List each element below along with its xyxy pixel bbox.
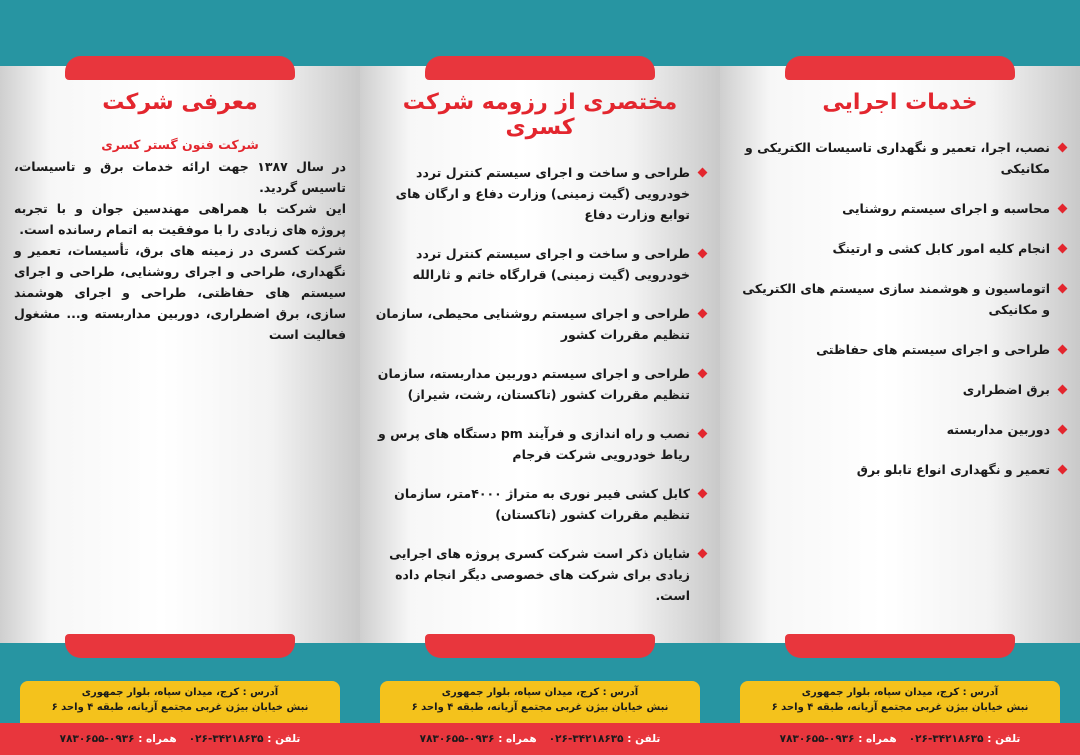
bottom-tab — [785, 634, 1015, 658]
intro-paragraph: این شرکت با همراهی مهندسین جوان و با تجربه پروژه های زیادی را با موفقیت به اتمام رسانده است. — [14, 201, 346, 237]
address-line: آدرس : کرج، میدان سپاه، بلوار جمهوری — [801, 687, 999, 698]
list-item: محاسبه و اجرای سیستم روشنایی — [734, 198, 1066, 219]
phone-label: تلفن : — [987, 733, 1021, 745]
address-box — [740, 681, 1060, 723]
phone-number: ۳۴۲۱۸۶۳۵-۰۲۶ — [548, 733, 624, 745]
list-item: نصب و راه اندازی و فرآیند pm دستگاه های پرس و ریاط خودرویی شرکت فرجام — [374, 423, 706, 465]
panel-services — [720, 0, 1080, 755]
mobile-number: ۰۹۳۶-۷۸۳۰۶۵۵ — [779, 733, 855, 745]
list-item: طراحی و اجرای سیستم دوربین مداربسته، سازمان تنظیم مقررات کشور (تاکستان، رشت، شیراز) — [374, 363, 706, 405]
list-item: طراحی و ساخت و اجرای سیستم کنترل تردد خودرویی (گیت زمینی) قرارگاه خاتم و ثارالله — [374, 243, 706, 285]
mobile-number: ۰۹۳۶-۷۸۳۰۶۵۵ — [59, 733, 135, 745]
address-line: آدرس : کرج، میدان سپاه، بلوار جمهوری — [81, 687, 279, 698]
phone-label: تلفن : — [627, 733, 661, 745]
address-box — [20, 681, 340, 723]
intro-paragraph: در سال ۱۳۸۷ جهت ارائه خدمات برق و تاسیسات، تاسیس گردید. — [14, 159, 346, 195]
bullet-icon — [1058, 244, 1068, 254]
bullet-icon — [698, 549, 708, 559]
phone-bar — [360, 723, 720, 755]
panel-resume — [360, 0, 720, 755]
mobile-label: همراه : — [858, 733, 897, 745]
bullet-icon — [698, 369, 708, 379]
phone-number: ۳۴۲۱۸۶۳۵-۰۲۶ — [188, 733, 264, 745]
list-item: دوربین مداربسته — [734, 419, 1066, 440]
address-line: نبش خیابان بیژن غربی مجتمع آزیانه، طبقه ۴ واحد ۶ — [771, 702, 1029, 713]
mobile-number: ۰۹۳۶-۷۸۳۰۶۵۵ — [419, 733, 495, 745]
address-line: نبش خیابان بیژن غربی مجتمع آزیانه، طبقه ۴ واحد ۶ — [51, 702, 309, 713]
bullet-icon — [698, 249, 708, 259]
mobile-label: همراه : — [498, 733, 537, 745]
resume-list — [374, 162, 706, 606]
mobile-label: همراه : — [138, 733, 177, 745]
intro-content — [14, 90, 346, 345]
bullet-icon — [698, 309, 708, 319]
top-tab — [65, 56, 295, 80]
list-item: طراحی و اجرای سیستم روشنایی محیطی، سازمان تنظیم مقررات کشور — [374, 303, 706, 345]
phone-number: ۳۴۲۱۸۶۳۵-۰۲۶ — [908, 733, 984, 745]
bullet-icon — [1058, 204, 1068, 214]
services-title: خدمات اجرایی — [822, 90, 978, 115]
bullet-icon — [1058, 425, 1068, 435]
address-box — [380, 681, 700, 723]
top-tab — [785, 56, 1015, 80]
resume-title: مختصری از رزومه شرکت کسری — [402, 90, 678, 140]
bullet-icon — [1058, 143, 1068, 153]
contact-footer — [720, 681, 1080, 755]
bottom-tab — [425, 634, 655, 658]
bullet-icon — [1058, 465, 1068, 475]
phone-label: تلفن : — [267, 733, 301, 745]
top-tab — [425, 56, 655, 80]
bullet-icon — [698, 168, 708, 178]
bullet-icon — [698, 429, 708, 439]
services-list — [734, 137, 1066, 480]
list-item: انجام کلیه امور کابل کشی و ارتینگ — [734, 238, 1066, 259]
bullet-icon — [1058, 284, 1068, 294]
contact-footer — [0, 681, 360, 755]
intro-paragraph: شرکت کسری در زمینه های برق، تأسیسات، تعمیر و نگهداری، طراحی و اجرای روشنایی، طراحی و اجرای سیستم های حفاظتی، طراحی و اجرای هوشمند سازی، برق اضطراری، دوربین مداربسته و... مشغول فعالیت است — [14, 243, 346, 342]
bullet-icon — [1058, 385, 1068, 395]
intro-subtitle: شرکت فنون گستر کسری — [101, 137, 259, 152]
bullet-icon — [1058, 345, 1068, 355]
panel-company-intro — [0, 0, 360, 755]
list-item: تعمیر و نگهداری انواع تابلو برق — [734, 459, 1066, 480]
address-line: نبش خیابان بیژن غربی مجتمع آزیانه، طبقه ۴ واحد ۶ — [411, 702, 669, 713]
bullet-icon — [698, 489, 708, 499]
address-line: آدرس : کرج، میدان سپاه، بلوار جمهوری — [441, 687, 639, 698]
bottom-tab — [65, 634, 295, 658]
intro-title: معرفی شرکت — [102, 90, 258, 115]
list-item: طراحی و اجرای سیستم های حفاظتی — [734, 339, 1066, 360]
list-item: اتوماسیون و هوشمند سازی سیستم های الکتریکی و مکانیکی — [734, 278, 1066, 320]
phone-bar — [720, 723, 1080, 755]
list-item: کابل کشی فیبر نوری به متراژ ۴۰۰۰متر، سازمان تنظیم مقررات کشور (تاکستان) — [374, 483, 706, 525]
list-item: طراحی و ساخت و اجرای سیستم کنترل تردد خودرویی (گیت زمینی) وزارت دفاع و ارگان های توابع وزارت دفاع — [374, 162, 706, 225]
contact-footer — [360, 681, 720, 755]
services-content — [734, 90, 1066, 499]
phone-bar — [0, 723, 360, 755]
list-item: برق اضطراری — [734, 379, 1066, 400]
resume-content — [374, 90, 706, 624]
list-item: نصب، اجرا، تعمیر و نگهداری تاسیسات الکتریکی و مکانیکی — [734, 137, 1066, 179]
list-item: شایان ذکر است شرکت کسری پروژه های اجرایی زیادی برای شرکت های خصوصی دیگر انجام داده است. — [374, 543, 706, 606]
